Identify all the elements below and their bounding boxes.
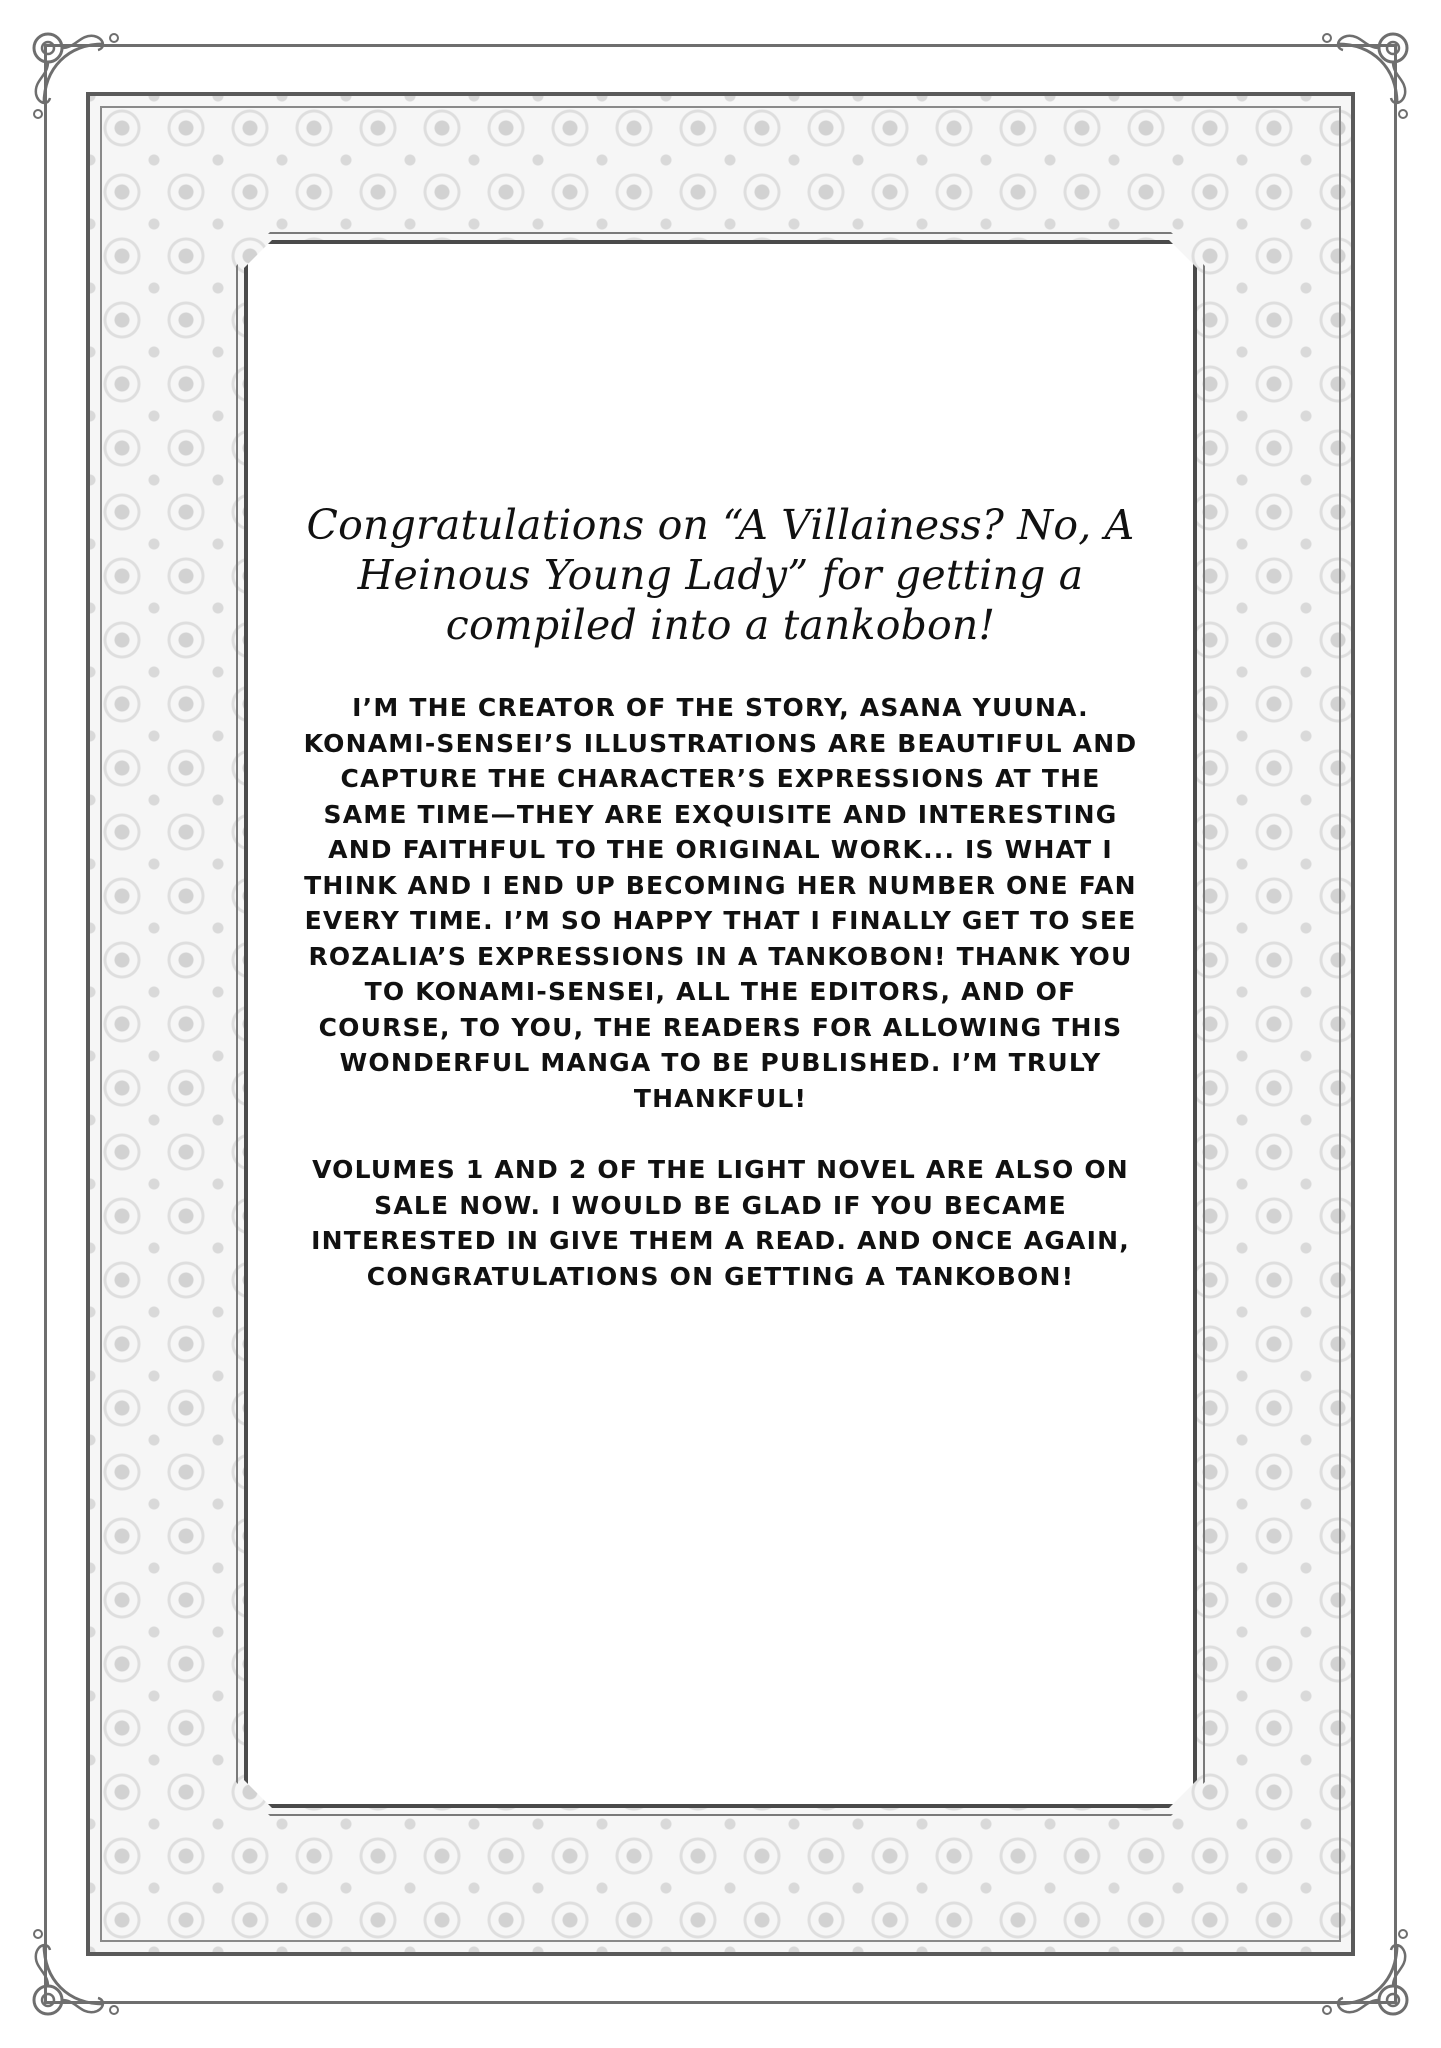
afterword-title: Congratulations on “A Villainess? No, A Heinous Young Lady” for getting a compiled into a tankobon!: [306, 501, 1135, 649]
afterword-paragraph: I’M THE CREATOR OF THE STORY, ASANA YUUNA. KONAMI-SENSEI’S ILLUSTRATIONS ARE BEAUTIFUL AND CAPTURE THE CHARACTER’S EXPRESSIONS AT THE SAME TIME—THEY ARE EXQUISITE AND INTERESTING AND FAITHFUL TO THE ORIGINAL WORK... IS WHAT I THINK AND I END UP BECOMING HER NUMBER ONE FAN EVERY TIME. I’M SO HAPPY THAT I FINALLY GET TO SEE ROZALIA’S EXPRESSIONS IN A TANKOBON! THANK YOU TO KONAMI-SENSEI, ALL THE EDITORS, AND OF COURSE, TO YOU, THE READERS FOR ALLOWING THIS WONDERFUL MANGA TO BE PUBLISHED. I’M TRULY THANKFUL!: [303, 693, 1138, 1113]
afterword-content: [300, 500, 1141, 1294]
afterword-paragraph: VOLUMES 1 AND 2 OF THE LIGHT NOVEL ARE ALSO ON SALE NOW. I WOULD BE GLAD IF YOU BECAME INTERESTED IN GIVE THEM A READ. AND ONCE AGAIN, CONGRATULATIONS ON GETTING A TANKOBON!: [311, 1155, 1130, 1291]
